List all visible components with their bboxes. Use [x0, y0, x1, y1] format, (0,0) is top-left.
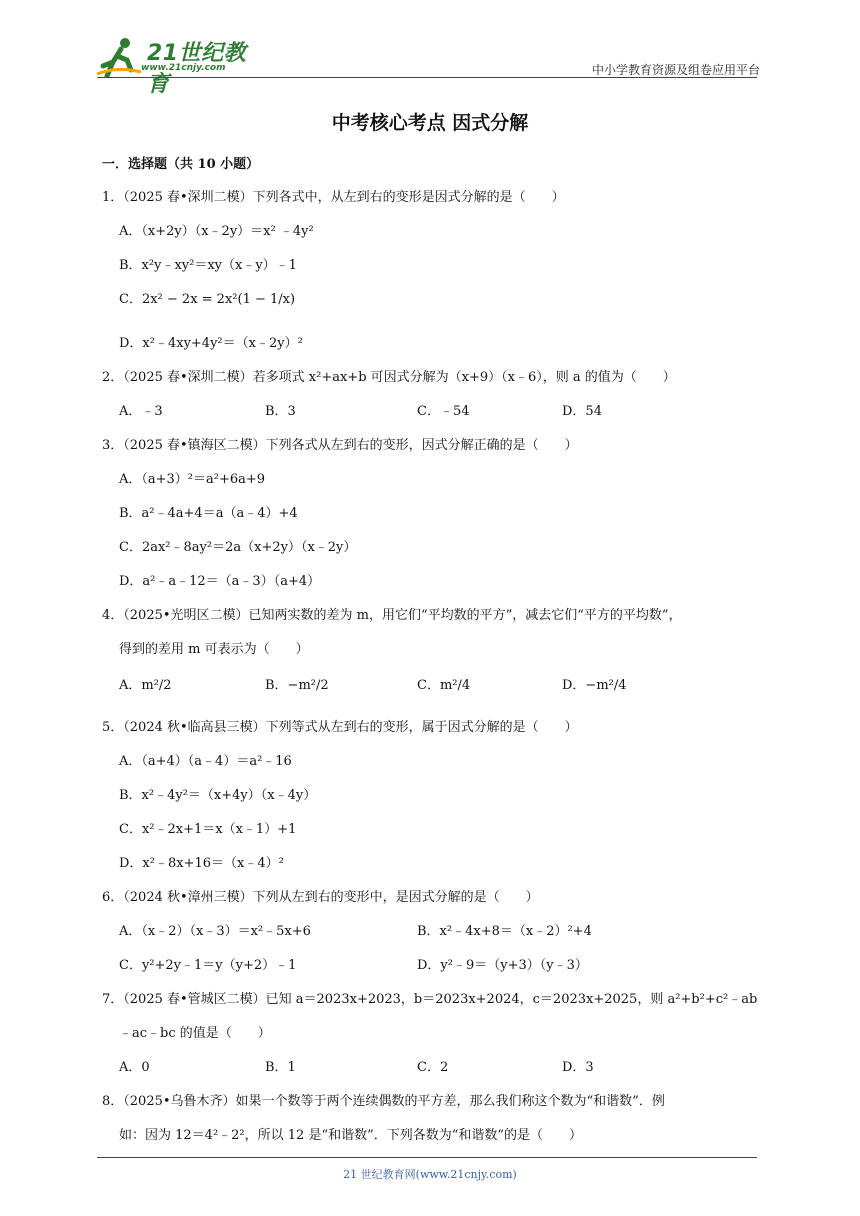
question-3-option-b: B．a²﹣4a+4＝a（a﹣4）+4: [119, 506, 298, 521]
question-3-option-c: C．2ax²﹣8ay²＝2a（x+2y）（x﹣2y）: [119, 540, 357, 555]
question-2-stem: 2．（2025 春•深圳二模）若多项式 x²+ax+b 可因式分解为（x+9）（x﹣6），则 a 的值为（ ）: [102, 370, 676, 385]
question-5-stem: 5．（2024 秋•临高县三模）下列等式从左到右的变形，属于因式分解的是（ ）: [102, 720, 578, 735]
question-1-option-b: B．x²y﹣xy²＝xy（x﹣y）﹣1: [119, 258, 297, 273]
question-5-option-d: D．x²﹣8x+16＝（x﹣4）²: [119, 856, 284, 871]
footer-divider: [97, 1157, 757, 1158]
question-6-option-c: C．y²+2y﹣1＝y（y+2）﹣1: [119, 958, 297, 973]
question-2-option-c: C．﹣54: [417, 404, 470, 419]
question-4-option-c: C．m²/4: [417, 678, 471, 693]
question-5-option-b: B．x²﹣4y²＝（x+4y）（x﹣4y）: [119, 788, 317, 803]
section-heading: 一．选择题（共 10 小题）: [102, 157, 260, 172]
question-3-option-d: D．a²﹣a﹣12＝（a﹣3）（a+4）: [119, 574, 321, 589]
question-6-option-b: B．x²﹣4x+8＝（x﹣2）²+4: [417, 924, 592, 939]
question-1-option-a: A．（x+2y）（x﹣2y）＝x² ﹣4y²: [119, 224, 314, 239]
question-6-stem: 6．（2024 秋•漳州三模）下列从左到右的变形中，是因式分解的是（ ）: [102, 890, 539, 905]
question-8-stem-line-1: 8．（2025•乌鲁木齐）如果一个数等于两个连续偶数的平方差，那么我们称这个数为“和谐数”．例: [102, 1094, 665, 1109]
page-title: 中考核心考点 因式分解: [331, 112, 529, 134]
question-5-option-c: C．x²﹣2x+1＝x（x﹣1）+1: [119, 822, 297, 837]
header-divider: [97, 77, 757, 78]
question-3-stem: 3．（2025 春•镇海区二模）下列各式从左到右的变形，因式分解正确的是（ ）: [102, 438, 578, 453]
logo-text: 21世纪教育: [147, 41, 247, 97]
question-1-option-c: C．2x² − 2x = 2x²(1 − 1/x): [119, 292, 296, 307]
question-6-option-d: D．y²﹣9＝（y+3）（y﹣3）: [417, 958, 588, 973]
question-4-option-a: A．m²/2: [119, 678, 172, 693]
question-2-option-b: B．3: [265, 404, 296, 419]
platform-label: 中小学教育资源及组卷应用平台: [591, 63, 760, 77]
logo-url: www.21cnjy.com: [141, 63, 226, 73]
question-7-option-c: C．2: [417, 1060, 449, 1075]
question-4-stem-line-1: 4．（2025•光明区二模）已知两实数的差为 m，用它们“平均数的平方”，减去它们“平方的平均数”，: [102, 608, 682, 623]
site-logo: [95, 36, 265, 97]
question-2-option-d: D．54: [562, 404, 602, 419]
question-7-option-d: D．3: [562, 1060, 594, 1075]
footer-text: 21 世纪教育网(www.21cnjy.com): [343, 1168, 517, 1181]
question-4-option-b: B．−m²/2: [265, 678, 329, 693]
runner-icon: [95, 36, 143, 78]
question-7-stem-line-2: ﹣ac﹣bc 的值是（ ）: [119, 1026, 271, 1041]
question-2-option-a: A．﹣3: [119, 404, 163, 419]
question-6-option-a: A．（x﹣2）（x﹣3）＝x²﹣5x+6: [119, 924, 311, 939]
question-1-stem: 1．（2025 春•深圳二模）下列各式中，从左到右的变形是因式分解的是（ ）: [102, 190, 565, 205]
question-1-option-d: D．x²﹣4xy+4y²＝（x﹣2y）²: [119, 336, 303, 351]
question-4-stem-line-2: 得到的差用 m 可表示为（ ）: [119, 642, 309, 657]
question-8-stem-line-2: 如：因为 12＝4²﹣2²，所以 12 是“和谐数”．下列各数为“和谐数”的是（ ）: [119, 1128, 583, 1143]
question-7-option-a: A．0: [119, 1060, 150, 1075]
question-3-option-a: A．（a+3）²＝a²+6a+9: [119, 472, 266, 487]
question-4-option-d: D．−m²/4: [562, 678, 627, 693]
question-5-option-a: A．（a+4）（a﹣4）＝a²﹣16: [119, 754, 292, 769]
question-7-stem-line-1: 7．（2025 春•管城区二模）已知 a＝2023x+2023，b＝2023x+2024，c＝2023x+2025，则 a²+b²+c²﹣ab: [102, 992, 758, 1007]
question-7-option-b: B．1: [265, 1060, 296, 1075]
